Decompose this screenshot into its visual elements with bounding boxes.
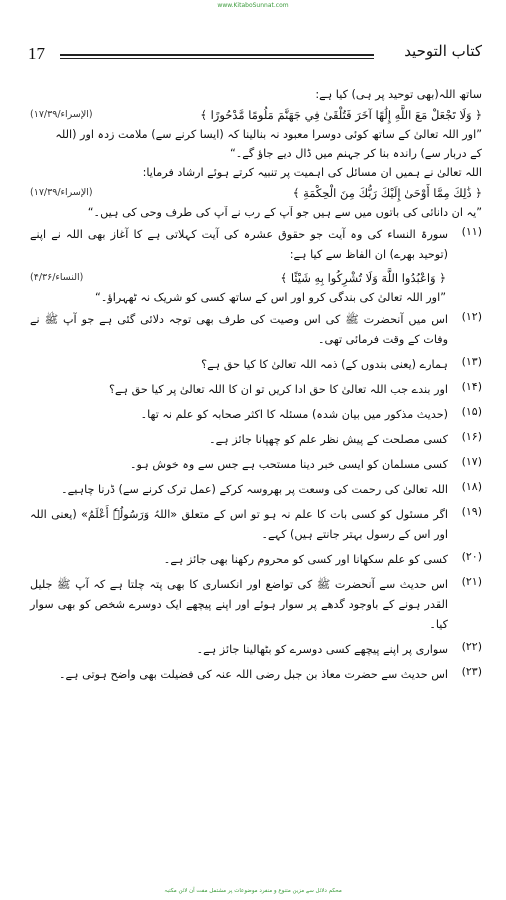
list-item xyxy=(30,640,482,660)
item-text: کسی کو علم سکھانا اور کسی کو محروم رکھنا بھی جائز ہے۔ xyxy=(163,553,448,566)
page-number: 17 xyxy=(28,44,45,63)
item-number: (۲۰) xyxy=(461,550,482,563)
translation-line: ”یہ ان دانائی کی باتوں میں سے ہیں جو آپ کے رب نے آپ کی طرف وحی کی ہیں۔“ xyxy=(87,206,482,219)
item-text: کسی مسلمان کو ایسی خبر دینا مستحب ہے جس سے وہ خوش ہو۔ xyxy=(129,458,448,471)
item-number: (۱۱) xyxy=(461,225,482,238)
quran-verse-2 xyxy=(30,185,482,201)
list-item xyxy=(30,455,482,475)
item-text: کسی مصلحت کے پیش نظر علم کو چھپانا جائز ہے۔ xyxy=(209,433,448,446)
quran-verse-1 xyxy=(30,107,482,123)
footer-note: محکم دلائل سے مزین متنوع و منفرد موضوعات پر مشتمل مفت آن لائن مکتبہ xyxy=(164,888,342,894)
translation-line: کے دربار سے) راندہ بنا کر جہنم میں ڈال دیے جاؤ گے۔“ xyxy=(229,147,482,160)
list-item xyxy=(30,355,482,375)
item-number: (۱۲) xyxy=(461,310,482,323)
verse-text: ﴿ وَاعْبُدُوا اللَّهَ وَلَا تُشْرِكُوا بِهِ شَيْئًا ﴾ xyxy=(280,271,446,285)
translation-line: ”اور اللہ تعالیٰ کے ساتھ کوئی دوسرا معبود نہ بنالینا کہ (ایسا کرنے سے) ملامت زدہ اور (اللہ xyxy=(55,128,482,141)
item-text: اس میں آنحضرت ﷺ کی اس وصیت کی طرف بھی توجہ دلائی گئی ہے جو آپ ﷺ نے وفات کے وقت فرمائی تھی۔ xyxy=(30,313,448,346)
list-item xyxy=(30,430,482,450)
item-number: (۱۵) xyxy=(461,405,482,418)
item-text: اس حدیث سے حضرت معاذ بن جبل رضی اللہ عنہ کی فضیلت بھی واضح ہوتی ہے۔ xyxy=(58,668,448,681)
item-number: (۱۷) xyxy=(461,455,482,468)
item-text: اور بندے جب اللہ تعالیٰ کا حق ادا کریں تو ان کا اللہ تعالیٰ پر کیا حق ہے؟ xyxy=(109,383,448,396)
header-rule xyxy=(60,54,374,59)
item-number: (۱۸) xyxy=(461,480,482,493)
list-item xyxy=(30,380,482,400)
list-item xyxy=(30,665,482,685)
translation-line: ”اور اللہ تعالیٰ کی بندگی کرو اور اس کے ساتھ کسی کو شریک نہ ٹھہراؤ۔“ xyxy=(95,291,446,304)
verse-text: ﴿ وَلَا تَجْعَلْ مَعَ اللَّهِ إِلَٰهًا آخَرَ فَتُلْقَىٰ فِي جَهَنَّمَ مَلُومًا مَّدْحُورًا ﴾ xyxy=(200,108,482,122)
item-number: (۲۲) xyxy=(461,640,482,653)
item-text: اس حدیث سے آنحضرت ﷺ کی تواضع اور انکساری کا بھی پتہ چلتا ہے کہ آپ ﷺ جلیل القدر ہونے کے باوجود گدھے پر سوار ہوئے اور اپنے پیچھے ایک دوسرے شخص کو بھی سوار کیا۔ xyxy=(30,578,448,631)
item-number: (۱۴) xyxy=(461,380,482,393)
list-item xyxy=(30,550,482,570)
item-text: اللہ تعالیٰ کی رحمت کی وسعت پر بھروسہ کرکے (عمل ترک کرنے سے) ڈرنا چاہیے۔ xyxy=(61,483,448,496)
page-header xyxy=(24,42,484,68)
item-number: (۲۱) xyxy=(461,575,482,588)
list-item xyxy=(30,310,482,350)
item-text: ہمارے (یعنی بندوں کے) ذمہ اللہ تعالیٰ کا کیا حق ہے؟ xyxy=(201,358,448,371)
verse-reference: (الإسراء/۱۷/۳۹) xyxy=(30,109,93,120)
book-title: کتاب التوحید xyxy=(404,42,482,60)
item-number: (۲۳) xyxy=(461,665,482,678)
list-item xyxy=(30,225,482,265)
item-number: (۱۹) xyxy=(461,505,482,518)
item-text: (حدیث مذکور میں بیان شدہ) مسئلہ کا اکثر صحابہ کو علم نہ تھا۔ xyxy=(140,408,448,421)
item-number: (۱۳) xyxy=(461,355,482,368)
verse-text: ﴿ ذَٰلِكَ مِمَّا أَوْحَىٰ إِلَيْكَ رَبُّكَ مِنَ الْحِكْمَةِ ﴾ xyxy=(292,186,482,200)
item-number: (۱۶) xyxy=(461,430,482,443)
verse-reference: (الإسراء/۱۷/۳۹) xyxy=(30,187,93,198)
item-text: اگر مسئول کو کسی بات کا علم نہ ہو تو اس کے متعلق «اللہُ وَرَسُولُہٗ أَعْلَمُ» (یعنی اللہ اور اس کے رسول بہتر جانتے ہیں) کہے۔ xyxy=(30,508,448,541)
intro-line: ساتھ اللہ(بھی توحید پر ہی) کیا ہے: xyxy=(315,88,482,101)
item-text: سواری پر اپنے پیچھے کسی دوسرے کو بٹھالینا جائز ہے۔ xyxy=(196,643,448,656)
item-text: سورۃ النساء کی وہ آیت جو حقوق عشرہ کی آیت کہلاتی ہے کا آغاز بھی اللہ نے اپنے (توحید بھرے) ان الفاظ سے کیا ہے: xyxy=(30,228,448,261)
statement-line: اللہ تعالیٰ نے ہمیں ان مسائل کی اہمیت پر تنبیہ کرتے ہوئے ارشاد فرمایا: xyxy=(142,166,482,179)
quran-verse-3 xyxy=(30,270,482,286)
verse-reference: (النساء/۴/۳۶) xyxy=(30,272,84,283)
list-item xyxy=(30,575,482,635)
list-item xyxy=(30,405,482,425)
page-content xyxy=(30,88,482,690)
list-item xyxy=(30,505,482,545)
top-url: www.KitaboSunnat.com xyxy=(217,2,289,9)
list-item xyxy=(30,480,482,500)
